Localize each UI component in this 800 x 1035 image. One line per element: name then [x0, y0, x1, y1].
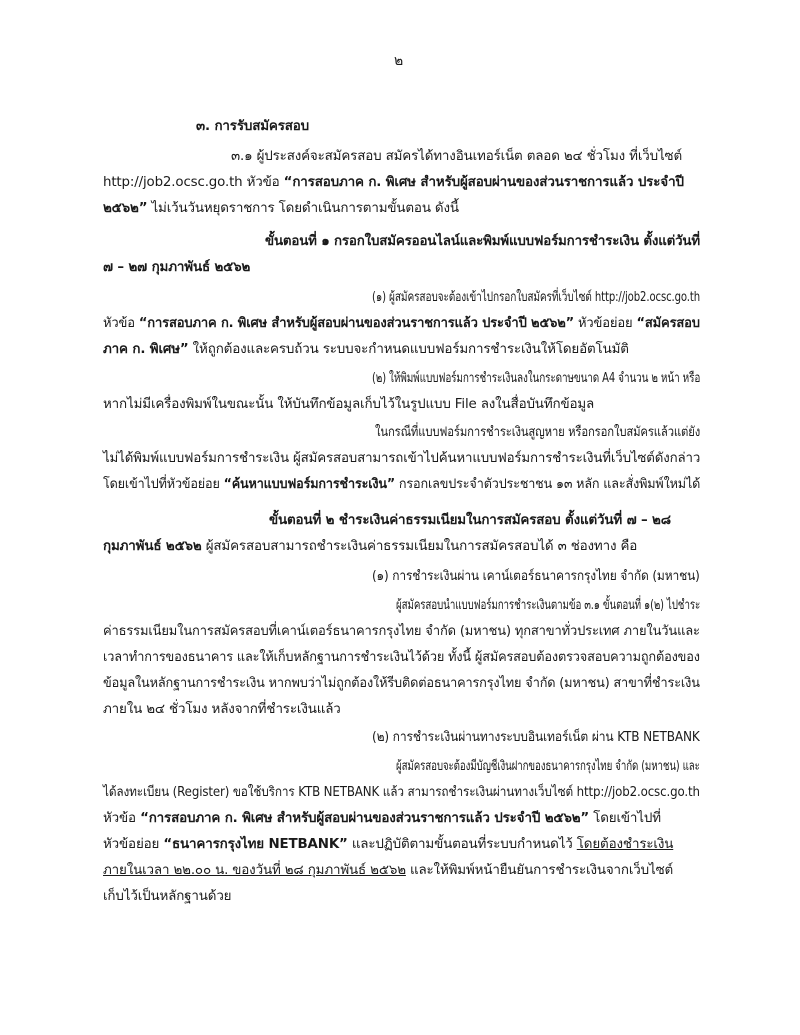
paragraph-line — [103, 198, 459, 220]
paragraph-line: ได้ลงทะเบียน (Register) ขอใช้บริการ KTB NETBANK แล้ว สามารถชำระเงินผ่านทางเว็บไซต์ http://job2.ocsc.go.th — [103, 785, 700, 800]
paragraph-line — [103, 313, 700, 335]
step-heading: ๗ – ๒๗ กุมภาพันธ์ ๒๕๖๒ — [103, 260, 251, 275]
text-segment: หัวข้อย่อย — [103, 837, 164, 852]
bold-segment: กุมภาพันธ์ ๒๕๖๒ — [103, 539, 202, 554]
paragraph-line: ค่าธรรมเนียมในการสมัครสอบที่เคาน์เตอร์ธนาคารกรุงไทย จำกัด (มหาชน) ทุกสาขาทั่วประเทศ ภายในวันและ — [103, 624, 700, 639]
text-segment: ไม่เว้นวันหยุดราชการ โดยดำเนินการตามขั้นตอน ดังนี้ — [147, 201, 459, 216]
paragraph-line: (๑) ผู้สมัครสอบจะต้องเข้าไปกรอกใบสมัครที่เว็บไซต์ http://job2.ocsc.go.th — [372, 290, 701, 305]
text-segment: กรอกเลขประจำตัวประชาชน ๑๓ หลัก และสั่งพิมพ์ใหม่ได้ — [395, 477, 701, 492]
paragraph-line: เวลาทำการของธนาคาร และให้เก็บหลักฐานการชำระเงินไว้ด้วย ทั้งนี้ ผู้สมัครสอบต้องตรวจสอบความถูกต้องของ — [103, 650, 700, 665]
page-number: ๒ — [394, 53, 404, 69]
bold-segment: ภาค ก. พิเศษ” — [103, 342, 189, 357]
bold-segment: “การสอบภาค ก. พิเศษ สำหรับผู้สอบผ่านของส่วนราชการแล้ว ประจำปี ๒๕๖๒” — [138, 316, 575, 331]
bold-segment: “ค้นหาแบบฟอร์มการชำระเงิน” — [223, 477, 396, 492]
text-segment: หัวข้อย่อย — [574, 316, 637, 331]
step-heading: ขั้นตอนที่ ๒ ชำระเงินค่าธรรมเนียมในการสมัครสอบ ตั้งแต่วันที่ ๗ – ๒๘ — [269, 513, 671, 528]
paragraph-line: ไม่ได้พิมพ์แบบฟอร์มการชำระเงิน ผู้สมัครสอบสามารถเข้าไปค้นหาแบบฟอร์มการชำระเงินที่เว็บไซต์ดังกล่าว — [103, 451, 701, 466]
text-segment: และปฏิบัติตามขั้นตอนที่ระบบกำหนดไว้ — [347, 837, 577, 852]
paragraph-line — [103, 808, 661, 830]
underlined-segment: โดยต้องชำระเงิน — [576, 837, 674, 852]
paragraph-line: ผู้สมัครสอบนำแบบฟอร์มการชำระเงินตามข้อ ๓.๑ ขั้นตอนที่ ๑(๒) ไปชำระ — [396, 598, 701, 613]
subsection-heading: (๑) การชำระเงินผ่าน เคาน์เตอร์ธนาคารกรุงไทย จำกัด (มหาชน) — [372, 569, 700, 584]
paragraph-line: เก็บไว้เป็นหลักฐานด้วย — [103, 889, 232, 904]
text-segment: โดยเข้าไปที่หัวข้อย่อย — [103, 477, 224, 492]
paragraph-line — [103, 339, 629, 361]
paragraph-line: ๓.๑ ผู้ประสงค์จะสมัครสอบ สมัครได้ทางอินเทอร์เน็ต ตลอด ๒๔ ชั่วโมง ที่เว็บไซต์ — [231, 149, 683, 164]
bold-segment: ๒๕๖๒” — [103, 201, 148, 216]
text-segment: และให้พิมพ์หน้ายืนยันการชำระเงินจากเว็บไซต์ — [405, 863, 674, 878]
subsection-heading: (๒) การชำระเงินผ่านทางระบบอินเทอร์เน็ต ผ่าน KTB NETBANK — [372, 730, 700, 745]
text-segment: โดยเข้าไปที่ — [589, 811, 661, 826]
paragraph-line — [103, 474, 700, 496]
paragraph-line — [103, 172, 684, 194]
paragraph-line: (๒) ให้พิมพ์แบบฟอร์มการชำระเงินลงในกระดาษขนาด A4 จำนวน ๒ หน้า หรือ — [372, 371, 701, 386]
paragraph-line: ในกรณีที่แบบฟอร์มการชำระเงินสูญหาย หรือกรอกใบสมัครแล้วแต่ยัง — [375, 425, 701, 440]
text-segment: ให้ถูกต้องและครบถ้วน ระบบจะกำหนดแบบฟอร์มการชำระเงินให้โดยอัตโนมัติ — [188, 342, 629, 357]
text-segment: หัวข้อ — [103, 316, 139, 331]
bold-segment: “ธนาคารกรุงไทย NETBANK” — [163, 837, 348, 852]
step-heading: ขั้นตอนที่ ๑ กรอกใบสมัครออนไลน์และพิมพ์แบบฟอร์มการชำระเงิน ตั้งแต่วันที่ — [265, 234, 700, 249]
paragraph-line: ภายใน ๒๔ ชั่วโมง หลังจากที่ชำระเงินแล้ว — [103, 702, 341, 717]
text-segment: http://job2.ocsc.go.th หัวข้อ — [103, 175, 284, 190]
underlined-segment: ภายในเวลา ๒๒.๐๐ น. ของวันที่ ๒๘ กุมภาพันธ์ ๒๕๖๒ — [103, 863, 406, 878]
section-heading: ๓. การรับสมัครสอบ — [196, 119, 310, 134]
paragraph-line — [103, 860, 673, 882]
paragraph-line — [103, 834, 673, 856]
paragraph-line — [103, 536, 637, 558]
bold-segment: “สมัครสอบ — [636, 316, 700, 331]
text-segment: หัวข้อ — [103, 811, 141, 826]
text-segment: ผู้สมัครสอบสามารถชำระเงินค่าธรรมเนียมในการสมัครสอบได้ ๓ ช่องทาง คือ — [201, 539, 638, 554]
bold-segment: “การสอบภาค ก. พิเศษ สำหรับผู้สอบผ่านของส่วนราชการแล้ว ประจำปี — [283, 175, 684, 190]
paragraph-line: ข้อมูลในหลักฐานการชำระเงิน หากพบว่าไม่ถูกต้องให้รีบติดต่อธนาคารกรุงไทย จำกัด (มหาชน) สาขาที่ชำระเงิน — [103, 676, 700, 691]
paragraph-line: หากไม่มีเครื่องพิมพ์ในขณะนั้น ให้บันทึกข้อมูลเก็บไว้ในรูปแบบ File ลงในสื่อบันทึกข้อมูล — [103, 397, 595, 412]
bold-segment: “การสอบภาค ก. พิเศษ สำหรับผู้สอบผ่านของส่วนราชการแล้ว ประจำปี ๒๕๖๒” — [140, 811, 590, 826]
paragraph-line: ผู้สมัครสอบจะต้องมีบัญชีเงินฝากของธนาคารกรุงไทย จำกัด (มหาชน) และ — [396, 759, 700, 774]
